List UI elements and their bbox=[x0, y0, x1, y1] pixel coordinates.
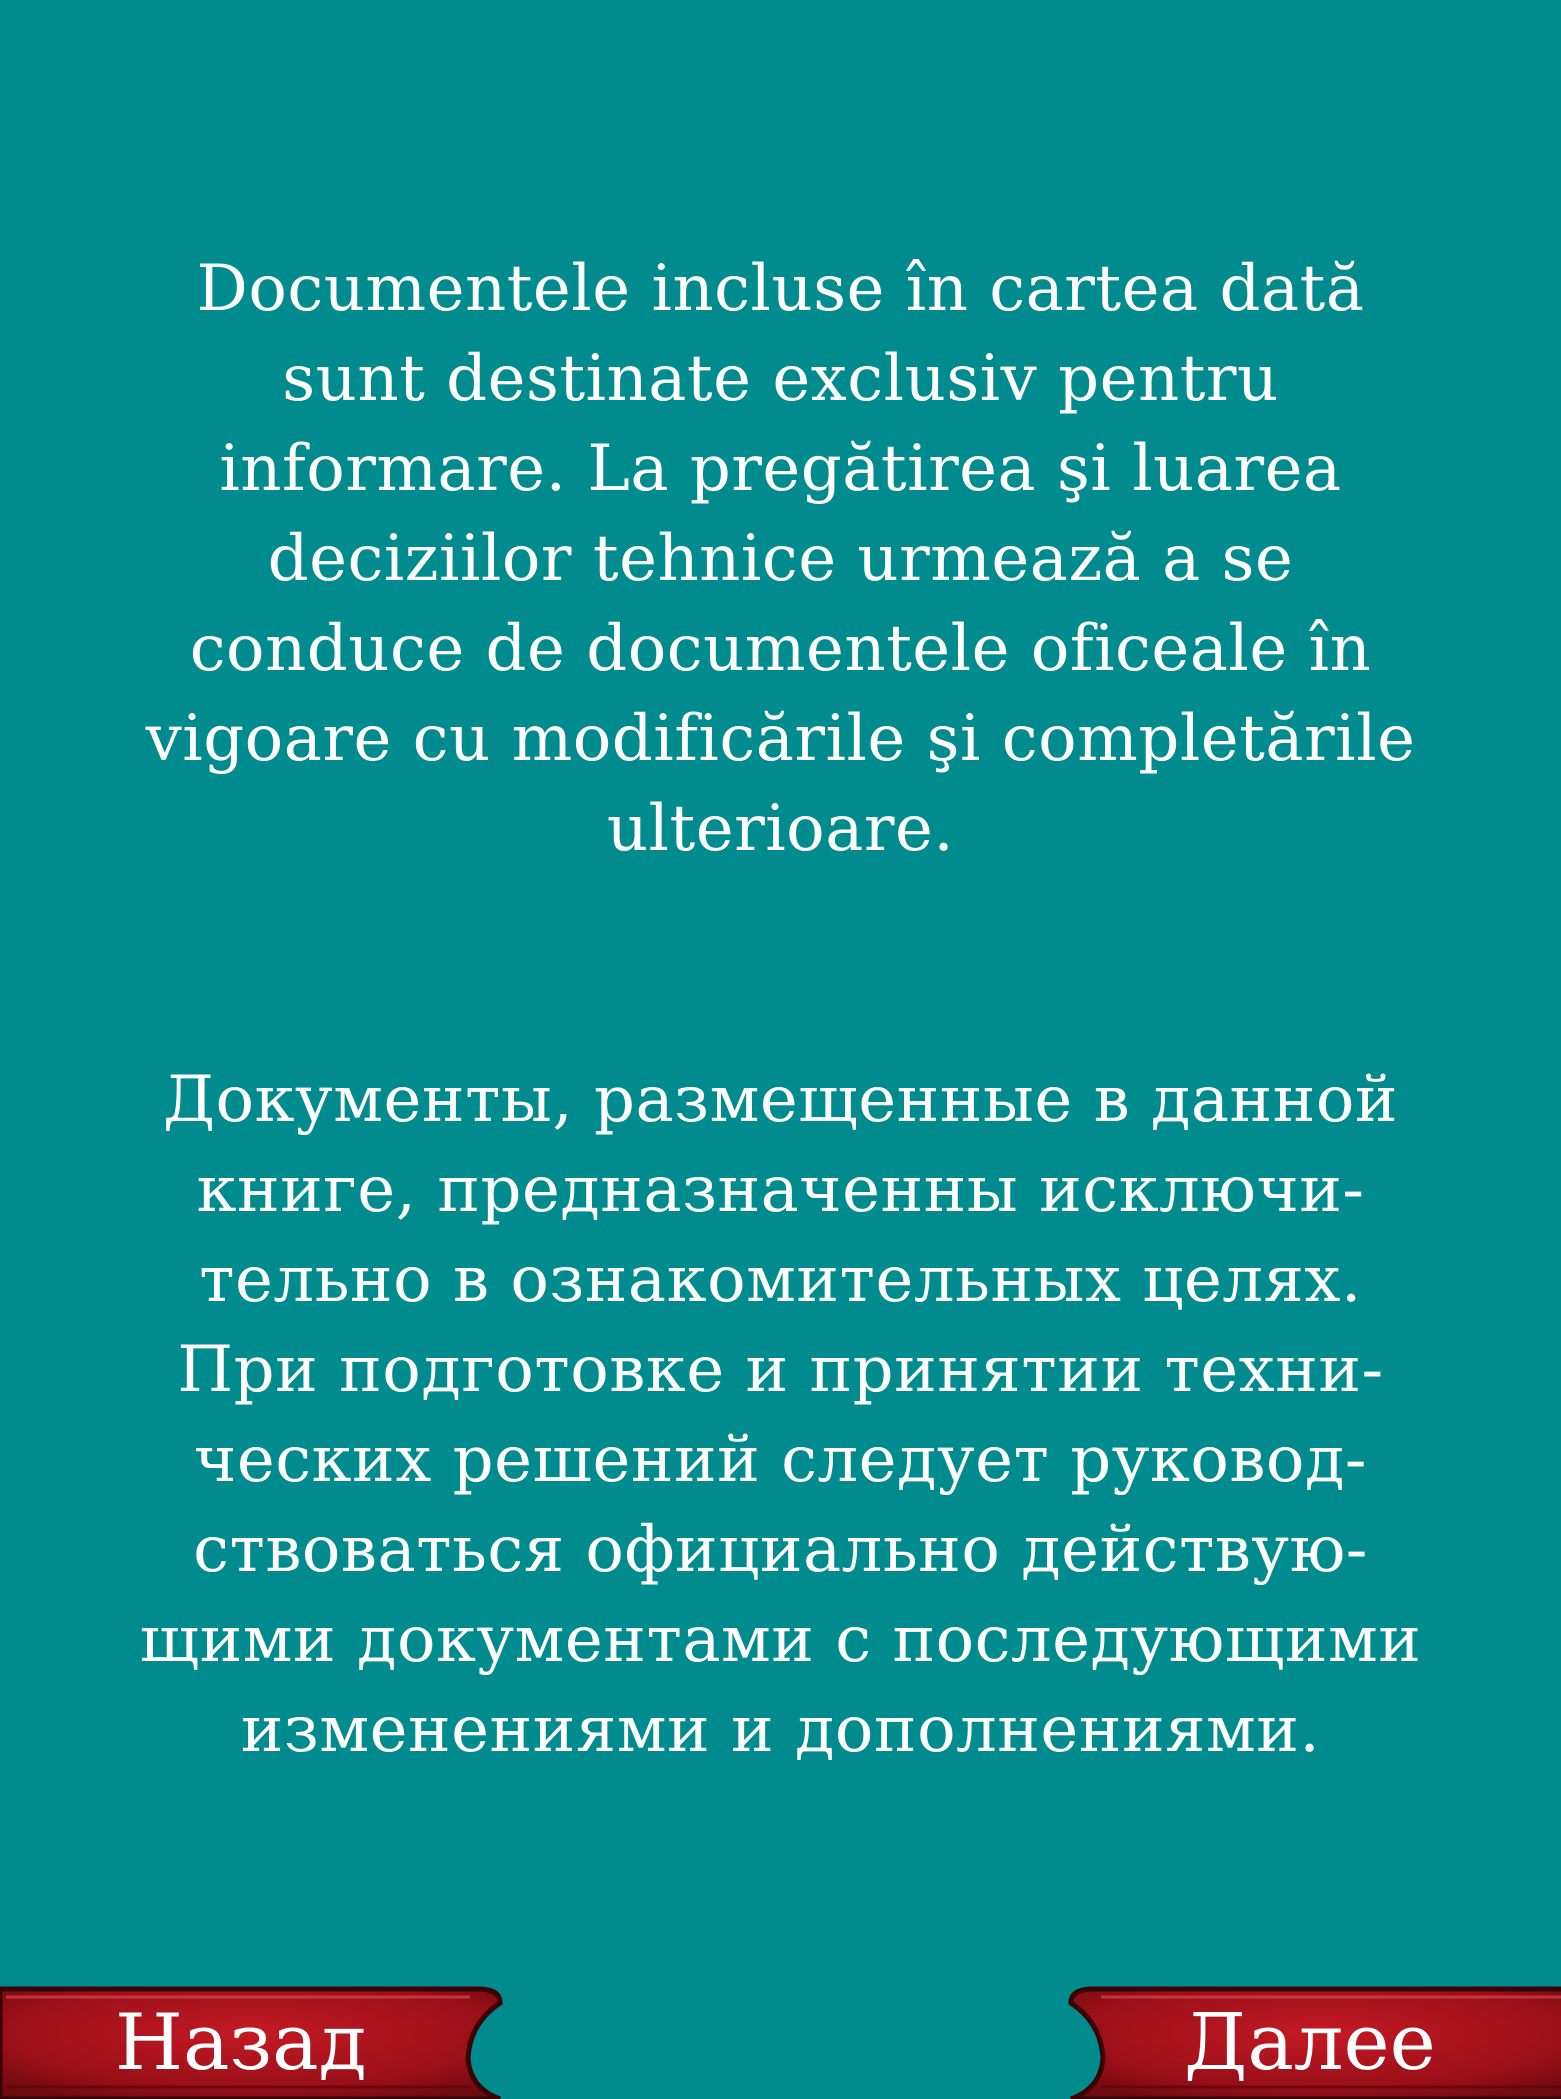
notice-ru-line: книге, предназначенны исключи- bbox=[196, 1153, 1365, 1227]
notice-ru-line: тельно в ознакомительных целях. bbox=[199, 1243, 1362, 1317]
notice-ru-line: изменениями и дополнениями. bbox=[240, 1693, 1321, 1767]
next-button[interactable] bbox=[1066, 1983, 1561, 2099]
notice-romanian bbox=[40, 244, 1521, 874]
notice-ru-line: При подготовке и принятии техни- bbox=[177, 1333, 1384, 1407]
back-button-label: Назад bbox=[115, 1998, 367, 2088]
notice-ro-line: informare. La pregătirea şi luarea bbox=[219, 432, 1342, 506]
back-button[interactable] bbox=[0, 1983, 505, 2099]
notice-ru-line: Документы, размещенные в данной bbox=[162, 1063, 1399, 1137]
notice-ru-line: ческих решений следует руковод- bbox=[194, 1423, 1367, 1497]
notice-ro-line: ulterioare. bbox=[606, 792, 955, 866]
notice-ro-line: vigoare cu modificările şi completările bbox=[145, 702, 1416, 776]
notice-ro-line: conduce de documentele oficeale în bbox=[189, 612, 1372, 686]
notice-ro-line: Documentele incluse în cartea dată bbox=[196, 252, 1365, 326]
notice-russian bbox=[40, 1055, 1521, 1775]
next-button-label: Далее bbox=[1184, 1998, 1436, 2088]
notice-ru-line: щими документами с последующими bbox=[139, 1603, 1422, 1677]
notice-ro-line: deciziilor tehnice urmează a se bbox=[267, 522, 1294, 596]
notice-ru-line: ствоваться официально действую- bbox=[193, 1513, 1368, 1587]
notice-ro-line: sunt destinate exclusiv pentru bbox=[282, 342, 1279, 416]
